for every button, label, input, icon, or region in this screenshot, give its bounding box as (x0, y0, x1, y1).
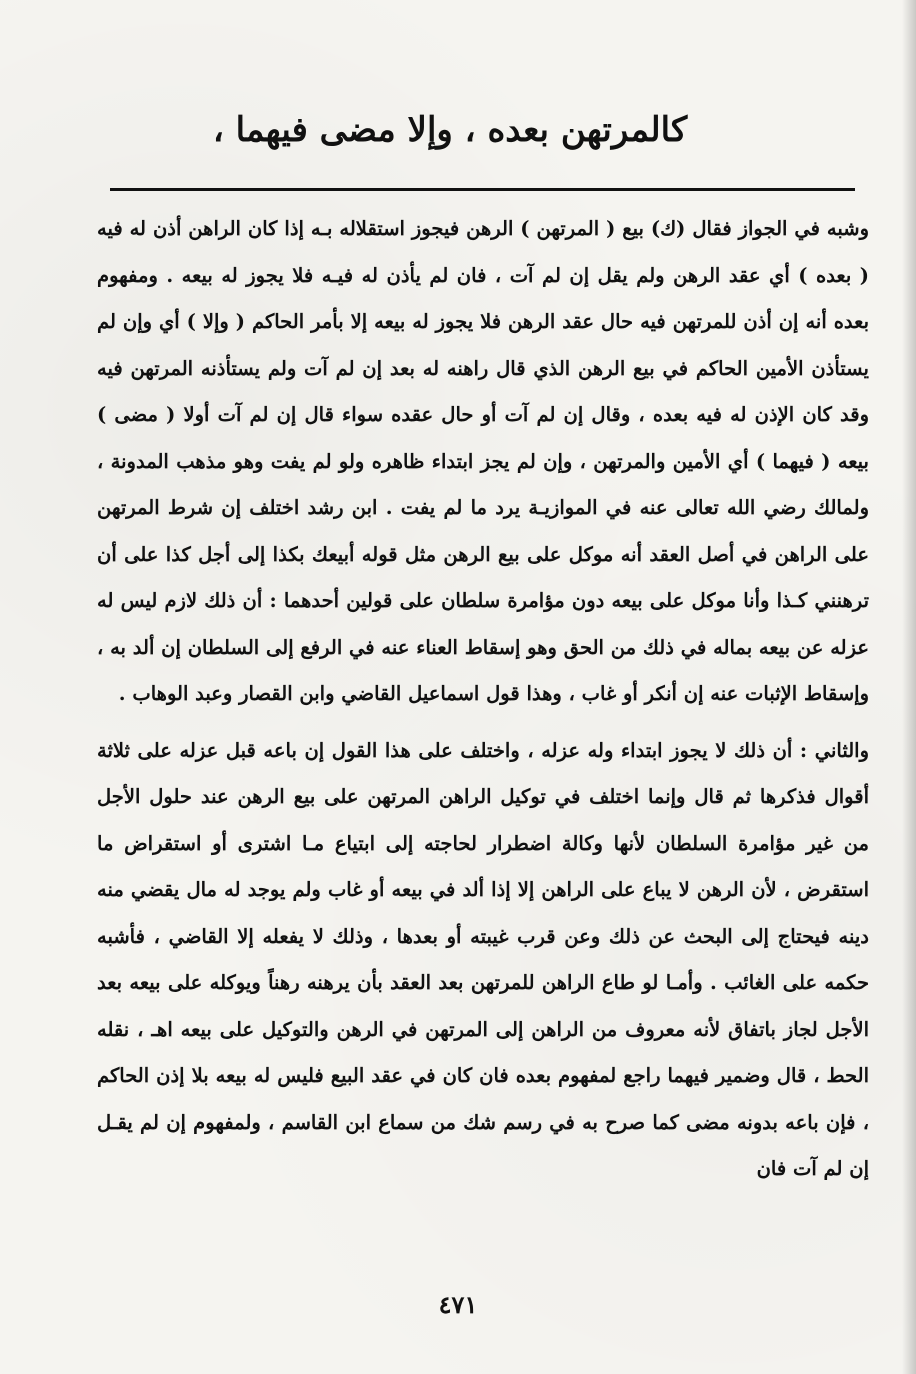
page-number: ٤٧١ (438, 1290, 478, 1319)
paragraph: وشبه في الجواز فقال (ك) بيع ( المرتهن ) الرهن فيجوز استقلاله بـه إذا كان الراهن أذن له فيه ( بعده ) أي عقد الرهن ولم يقل إن لم آت ، فان لم يأذن له فيـه فلا يجوز له بيعه . ومفهوم بعده أنه إن أذن للمرتهن فيه حال عقد الرهن فلا يجوز له بيعه إلا بأمر الحاكم ( وإلا ) أي وإن لم يستأذن الأمين الحاكم في بيع الرهن الذي قال راهنه له بعد إن لم آت ولم يستأذنه المرتهن فيه وقد كان الإذن له فيه بعده ، وقال إن لم آت أو حال عقده سواء قال إن لم آت أولا ( مضى ) بيعه ( فيهما ) أي الأمين والمرتهن ، وإن لم يجز ابتداء ظاهره ولو لم يفت وهو مذهب المدونة ، ولمالك رضي الله تعالى عنه في الموازيـة يرد ما لم يفت . ابن رشد اختلف إن شرط المرتهن على الراهن في أصل العقد أنه موكل على بيع الرهن مثل قوله أبيعك بكذا إلى أجل كذا على أن ترهنني كـذا وأنا موكل على بيعه دون مؤامرة سلطان على قولين أحدهما : أن ذلك لازم ليس له عزله عن بيعه بماله في ذلك من الحق وهو إسقاط العناء عنه في الرفع إلى السلطان إن ألد به ، وإسقاط الإثبات عنه إن أنكر أو غاب ، وهذا قول اسماعيل القاضي وابن القصار وعبد الوهاب . (97, 217, 869, 705)
header-divider (110, 188, 855, 191)
paragraph: والثاني : أن ذلك لا يجوز ابتداء وله عزله ، واختلف على هذا القول إن باعه قبل عزله على ثلاثة أقوال فذكرها ثم قال وإنما اختلف في توكيل الراهن المرتهن على بيع الرهن عند حلول الأجل من غير مؤامرة السلطان لأنها وكالة اضطرار لحاجته إلى ابتياع مـا اشترى أو استقراض ما استقرض ، لأن الرهن لا يباع على الراهن إلا إذا ألد في بيعه أو غاب ولم يوجد له مال يقضي منه دينه فيحتاج إلى البحث عن ذلك وعن قرب غيبته أو بعدها ، وذلك لا يفعله إلا القاضي ، فأشبه حكمه على الغائب . وأمـا لو طاع الراهن للمرتهن بعد العقد بأن يرهنه رهناً ويوكله على بيعه بعد الأجل لجاز باتفاق لأنه معروف من الراهن إلى المرتهن في الرهن والتوكيل على بيعه اهـ ، نقله الحط ، قال وضمير فيهما راجع لمفهوم بعده فان كان في عقد البيع فليس له بيعه بلا إذن الحاكم ، فإن باعه بدونه مضى كما صرح به في رسم شك من سماع ابن القاسم ، ولمفهوم إن لم يقـل إن لم آت فان (97, 738, 869, 1180)
page-body (97, 206, 869, 1193)
page-edge-shadow (902, 0, 916, 1374)
page-header-title: كالمرتهن بعده ، وإلا مضى فيهما ، (212, 110, 688, 150)
